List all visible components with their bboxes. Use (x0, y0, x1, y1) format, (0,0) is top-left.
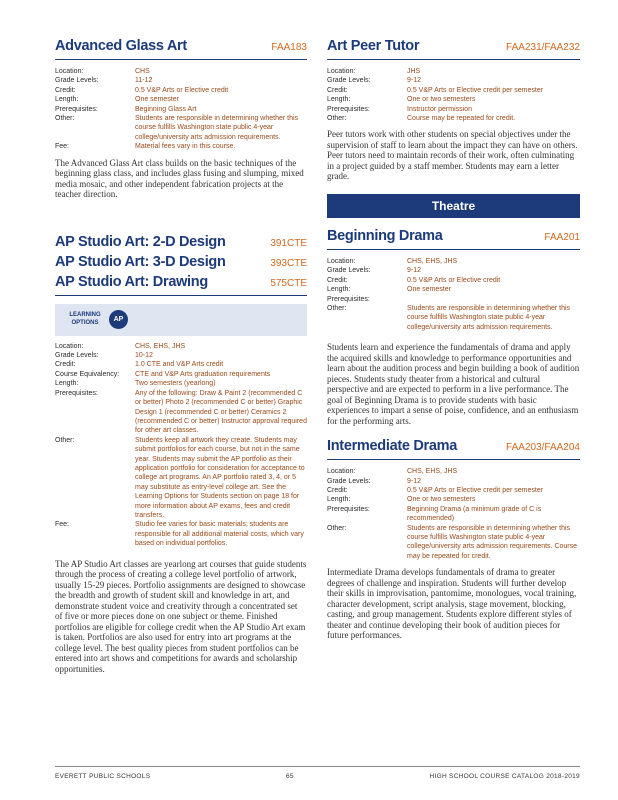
course-title: Advanced Glass Art (55, 38, 187, 54)
course-header (55, 274, 307, 296)
ap-badge-icon: AP (109, 310, 128, 329)
course-header (55, 234, 307, 250)
meta-key: Grade Levels: (327, 267, 371, 275)
course-description: The AP Studio Art classes are yearlong art courses that guide students through the process of creating a college level portfolio of artwork, usually 15-29 pieces. Portfolio assignments are designed to showcase the breadth and growth of student skill and knowledge in art, and demonstrate student voice and creativity through a concentrated set of five or more pieces done on one subject or theme. Finished portfolios are eligible for college credit when the AP Studio Art exam is taken. Portfolios are also used for entry into art programs at the college level. The best quality pieces from student portfolios can be entered into art shows and competitions for awards and scholarship opportunities. (55, 558, 307, 674)
meta-value: 9-12 (407, 267, 422, 275)
meta-key: Other: (55, 115, 75, 123)
meta-key: Prerequisites: (327, 105, 370, 113)
meta-key: Other: (327, 115, 347, 123)
course-header (327, 228, 580, 250)
course-title: Art Peer Tutor (327, 38, 420, 54)
course-meta (327, 257, 580, 332)
course-advanced-glass-art (55, 38, 307, 200)
page-number: 65 (286, 773, 294, 780)
meta-value: 0.5 V&P Arts or Elective credit per semester (407, 86, 544, 94)
meta-value: CTE and V&P Arts graduation requirements (135, 370, 271, 378)
meta-key: Other: (327, 524, 347, 532)
course-header (327, 438, 580, 460)
meta-value: One semester (135, 96, 179, 104)
footer-catalog: HIGH SCHOOL COURSE CATALOG 2018-2019 (429, 773, 580, 780)
meta-value: 9-12 (407, 477, 422, 485)
course-code: 575CTE (270, 277, 307, 289)
section-banner-theatre: Theatre (327, 194, 580, 218)
course-code: FAA201 (544, 231, 580, 243)
meta-value: Students are responsible in determining whether this course fulfills Washington state public 4-year college/university arts admission requirements. (407, 304, 571, 331)
learning-options-box (55, 304, 307, 336)
meta-value: CHS, EHS, JHS (407, 257, 458, 265)
meta-value: Material fees vary in this course. (135, 143, 236, 151)
meta-key: Credit: (55, 86, 76, 94)
page-footer (55, 766, 580, 780)
course-code: 393CTE (270, 257, 307, 269)
meta-key: Other: (55, 436, 75, 444)
meta-value: Course may be repeated for credit. (407, 115, 516, 123)
meta-value: One or two semesters (407, 96, 476, 104)
meta-key: Credit: (327, 487, 348, 494)
learning-options-label: LEARNING OPTIONS (69, 312, 101, 326)
meta-key: Fee: (55, 143, 70, 151)
course-intermediate-drama (327, 438, 580, 641)
course-header (55, 38, 307, 60)
course-code: FAA183 (271, 42, 307, 53)
meta-key: Prerequisites: (55, 105, 98, 113)
meta-value: Studio fee varies for basic materials; students are responsible for all additional material costs, which vary based on individual portfolios. (135, 521, 304, 548)
meta-key: Location: (327, 68, 356, 75)
meta-value: 1.0 CTE and V&P Arts credit (135, 361, 224, 369)
meta-value: Two semesters (yearlong) (135, 380, 216, 388)
meta-value: One semester (407, 286, 451, 294)
meta-key: Prerequisites: (327, 505, 370, 513)
meta-value: CHS, EHS, JHS (407, 468, 458, 476)
meta-value: JHS (407, 68, 421, 75)
meta-value: One or two semesters (407, 496, 476, 504)
meta-key: Grade Levels: (327, 77, 371, 85)
meta-value: Students keep all artwork they create. Students may submit portfolios for each course, but not in the same year. Students may submit the AP portfolio as their application portfolio for consideration for acceptance to college art programs. An AP portfolio rated 3, 4, or 5 may substitute as entry-level college art. See the Learning Options for Students section on page 18 for more information about AP exams, fees and credit transfers. (135, 436, 305, 519)
meta-value: 0.5 V&P Arts or Elective credit per semester (407, 487, 544, 494)
course-title: Intermediate Drama (327, 438, 457, 455)
course-meta (55, 342, 307, 549)
course-beginning-drama (327, 228, 580, 426)
meta-key: Course Equivalency: (55, 370, 120, 378)
meta-key: Length: (327, 286, 351, 294)
left-column (55, 38, 307, 674)
meta-key: Location: (327, 468, 356, 476)
course-code: FAA231/FAA232 (506, 42, 580, 53)
footer-district: EVERETT PUBLIC SCHOOLS (55, 773, 151, 780)
course-ap-studio-art (55, 234, 307, 674)
course-title: AP Studio Art: 3-D Design (55, 253, 226, 270)
meta-key: Length: (327, 96, 351, 104)
meta-key: Length: (327, 496, 351, 504)
right-column (327, 38, 580, 641)
meta-value: CHS, EHS, JHS (135, 342, 186, 350)
meta-key: Grade Levels: (55, 77, 99, 85)
course-description: The Advanced Glass Art class builds on the basic techniques of the beginning glass class, and includes glass fusing and slumping, mixed media mosaic, and other independent fabrication projects at the teacher direction. (55, 157, 304, 200)
meta-key: Other: (327, 304, 347, 312)
meta-value: Any of the following: Draw & Paint 2 (recommended C or better) Photo 2 (recommended C or better) Graphic Design 1 (recommended C or better) Ceramics 2 (recommended C or better) Instructor approval required for other art classes. (135, 389, 307, 435)
meta-value: Students are responsible in determining whether this course fulfills Washington state public 4-year college/university arts admission requirements. Course may be repeated for credit. (407, 524, 578, 560)
meta-value: 9-12 (407, 77, 422, 85)
meta-key: Length: (55, 380, 79, 388)
meta-value: 0.5 V&P Arts or Elective credit (407, 276, 501, 284)
meta-value: Beginning Glass Art (135, 105, 197, 113)
course-title: AP Studio Art: Drawing (55, 273, 208, 290)
course-description: Students learn and experience the fundamentals of drama and apply the acquired skills and knowledge to performance opportunities and learn about the audition process and begin building a book of audition pieces. Students study theater from a historical and cultural perspective and are expected to perform in a live performance. The goal of Beginning Drama is to provide students with basic experiences to impart a sense of poise, confidence, and an enthusiasm for the performing arts. (327, 342, 580, 426)
meta-key: Grade Levels: (327, 477, 371, 485)
meta-key: Grade Levels: (55, 352, 99, 360)
meta-key: Prerequisites: (327, 295, 370, 303)
meta-key: Credit: (55, 361, 76, 369)
meta-value: Beginning Drama (a minimum grade of C is recommended) (407, 505, 542, 523)
meta-value: Students are responsible in determining whether this course fulfills Washington state public 4-year college/university arts admission requirements. (135, 115, 299, 141)
course-art-peer-tutor (327, 38, 580, 182)
course-code: FAA203/FAA204 (506, 442, 580, 454)
meta-key: Credit: (327, 276, 348, 284)
meta-key: Location: (55, 342, 84, 350)
meta-value: 11-12 (135, 77, 153, 85)
course-meta (55, 67, 307, 152)
meta-key: Length: (55, 96, 79, 104)
course-meta (327, 467, 580, 561)
meta-value (407, 295, 580, 304)
course-description: Intermediate Drama develops fundamentals of drama to greater degrees of challenge and inspiration. Students will further develop their skills in improvisation, pantomime, monologues, vocal training, character development, script analysis, stage movement, blocking, casting, and group management. Students explore different styles of theater and continue developing their book of audition pieces for future performances. (327, 567, 577, 641)
meta-key: Fee: (55, 521, 70, 529)
meta-key: Prerequisites: (55, 389, 98, 397)
meta-value: CHS (135, 68, 150, 75)
course-header (55, 254, 307, 270)
meta-key: Location: (55, 68, 84, 75)
course-meta (327, 67, 580, 123)
meta-key: Credit: (327, 86, 348, 94)
meta-key: Location: (327, 257, 356, 265)
course-description: Peer tutors work with other students on special objectives under the supervision of staff to learn about the impact they can have on others. Peer tutors need to maintain records of their work, often culminating in a project guided by a staff member. Students may earn a letter grade. (327, 129, 578, 182)
course-title: Beginning Drama (327, 227, 443, 244)
meta-value: 10-12 (135, 352, 153, 360)
meta-value: Instructor permission (407, 105, 472, 113)
course-header (327, 38, 580, 60)
course-code: 391CTE (270, 237, 307, 249)
meta-value: 0.5 V&P Arts or Elective credit (135, 86, 229, 94)
course-title: AP Studio Art: 2-D Design (55, 233, 226, 250)
